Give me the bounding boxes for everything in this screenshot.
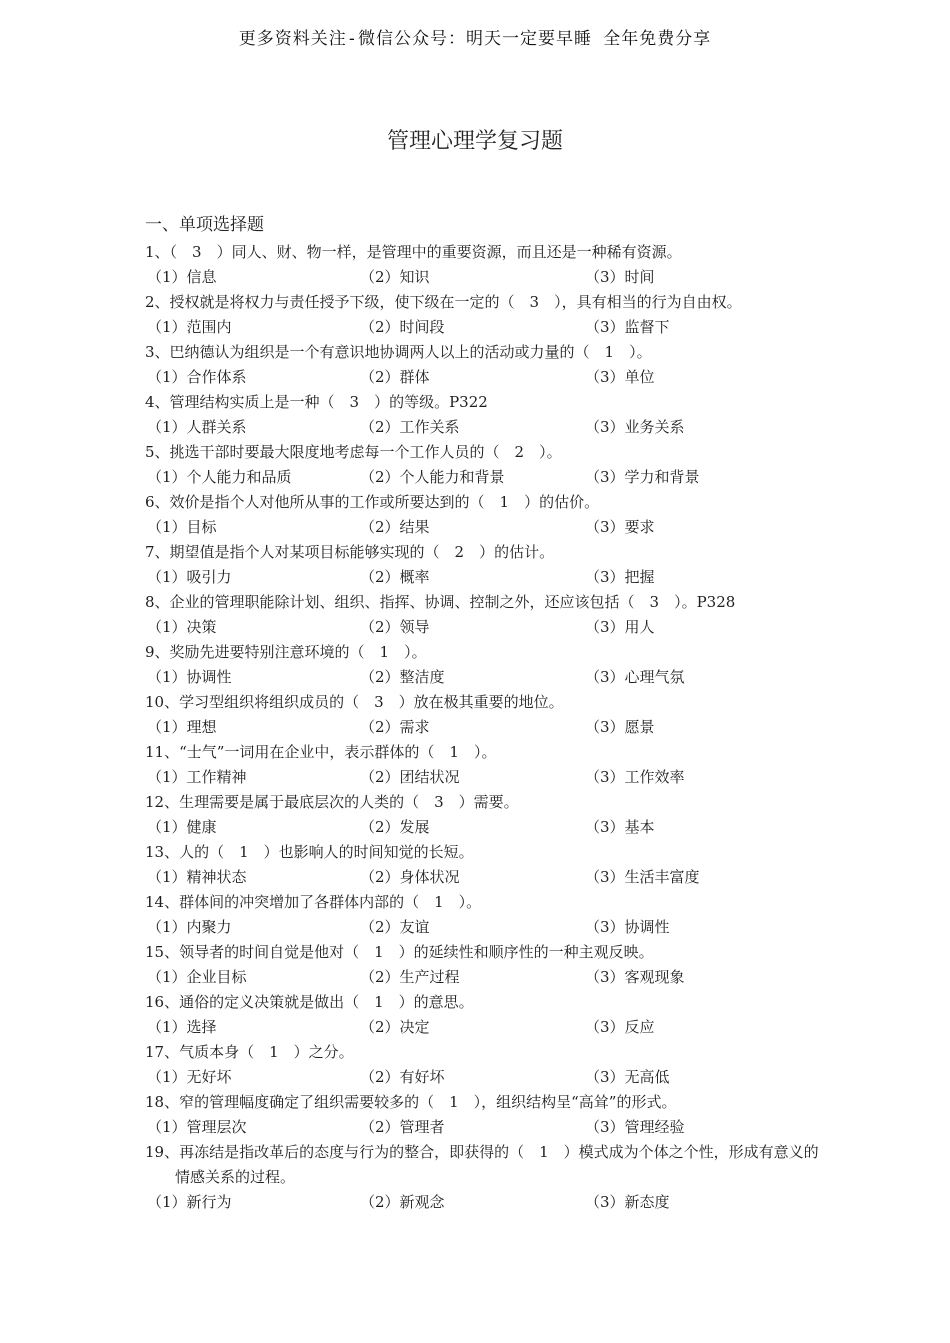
- question-stem: 19、再冻结是指改革后的态度与行为的整合，即获得的（ 1 ）模式成为个体之个性，形成有意义的情感关系的过程。: [145, 1143, 819, 1186]
- option-row: [145, 965, 825, 990]
- question-4: [145, 390, 825, 440]
- option-3: （3）协调性: [585, 918, 670, 936]
- option-3: （3）愿景: [585, 718, 655, 736]
- option-1: （1）理想: [147, 718, 217, 736]
- option-row: [145, 515, 825, 540]
- question-stem: 17、气质本身（ 1 ）之分。: [145, 1043, 354, 1061]
- option-2: （2）工作关系: [360, 418, 460, 436]
- option-1: （1）工作精神: [147, 768, 247, 786]
- option-2: （2）团结状况: [360, 768, 460, 786]
- question-stem: 10、学习型组织将组织成员的（ 3 ）放在极其重要的地位。: [145, 693, 564, 711]
- option-3: （3）客观现象: [585, 968, 685, 986]
- option-row: [145, 1065, 825, 1090]
- question-stem: 9、奖励先进要特别注意环境的（ 1 ）。: [145, 643, 427, 661]
- option-3: （3）心理气氛: [585, 668, 685, 686]
- option-2: （2）整洁度: [360, 668, 445, 686]
- option-2: （2）身体状况: [360, 868, 460, 886]
- option-3: （3）新态度: [585, 1193, 670, 1211]
- question-stem: 12、生理需要是属于最底层次的人类的（ 3 ）需要。: [145, 793, 519, 811]
- question-9: [145, 640, 825, 690]
- question-10: [145, 690, 825, 740]
- option-row: [145, 365, 825, 390]
- option-2: （2）管理者: [360, 1118, 445, 1136]
- question-stem: 16、通俗的定义决策就是做出（ 1 ）的意思。: [145, 993, 474, 1011]
- option-row: [145, 1115, 825, 1140]
- question-stem: 15、领导者的时间自觉是他对（ 1 ）的延续性和顺序性的一种主观反映。: [145, 943, 654, 961]
- question-18: [145, 1090, 825, 1140]
- option-3: （3）监督下: [585, 318, 670, 336]
- question-17: [145, 1040, 825, 1090]
- question-6: [145, 490, 825, 540]
- question-3: [145, 340, 825, 390]
- question-stem: 1、（ 3 ）同人、财、物一样，是管理中的重要资源，而且还是一种稀有资源。: [145, 243, 682, 261]
- option-3: （3）工作效率: [585, 768, 685, 786]
- question-1: [145, 240, 825, 290]
- option-1: （1）决策: [147, 618, 217, 636]
- option-3: （3）反应: [585, 1018, 655, 1036]
- question-16: [145, 990, 825, 1040]
- question-13: [145, 840, 825, 890]
- option-3: （3）单位: [585, 368, 655, 386]
- option-1: （1）吸引力: [147, 568, 232, 586]
- question-14: [145, 890, 825, 940]
- question-stem: 7、期望值是指个人对某项目标能够实现的（ 2 ）的估计。: [145, 543, 555, 561]
- option-1: （1）新行为: [147, 1193, 232, 1211]
- question-11: [145, 740, 825, 790]
- option-2: （2）时间段: [360, 318, 445, 336]
- option-row: [145, 1190, 825, 1215]
- option-row: [145, 465, 825, 490]
- question-8: [145, 590, 825, 640]
- option-row: [145, 265, 825, 290]
- question-stem: 14、群体间的冲突增加了各群体内部的（ 1 ）。: [145, 893, 482, 911]
- option-2: （2）友谊: [360, 918, 430, 936]
- question-15: [145, 940, 825, 990]
- option-2: （2）需求: [360, 718, 430, 736]
- option-1: （1）范围内: [147, 318, 232, 336]
- question-stem: 4、管理结构实质上是一种（ 3 ）的等级。P322: [145, 393, 488, 411]
- option-row: [145, 615, 825, 640]
- question-list: [145, 240, 825, 1215]
- option-row: [145, 665, 825, 690]
- option-1: （1）协调性: [147, 668, 232, 686]
- option-3: （3）要求: [585, 518, 655, 536]
- option-1: （1）个人能力和品质: [147, 468, 292, 486]
- option-row: [145, 715, 825, 740]
- option-2: （2）新观念: [360, 1193, 445, 1211]
- option-3: （3）管理经验: [585, 1118, 685, 1136]
- option-2: （2）知识: [360, 268, 430, 286]
- option-1: （1）选择: [147, 1018, 217, 1036]
- option-row: [145, 415, 825, 440]
- option-1: （1）信息: [147, 268, 217, 286]
- question-7: [145, 540, 825, 590]
- option-3: （3）无高低: [585, 1068, 670, 1086]
- question-stem: 6、效价是指个人对他所从事的工作或所要达到的（ 1 ）的估价。: [145, 493, 600, 511]
- option-2: （2）决定: [360, 1018, 430, 1036]
- option-3: （3）基本: [585, 818, 655, 836]
- option-2: （2）有好坏: [360, 1068, 445, 1086]
- question-19: [145, 1140, 825, 1215]
- question-stem: 5、挑选干部时要最大限度地考虑每一个工作人员的（ 2 ）。: [145, 443, 562, 461]
- question-2: [145, 290, 825, 340]
- option-1: （1）目标: [147, 518, 217, 536]
- option-1: （1）企业目标: [147, 968, 247, 986]
- option-1: （1）内聚力: [147, 918, 232, 936]
- question-stem: 18、窄的管理幅度确定了组织需要较多的（ 1 ），组织结构呈“高耸”的形式。: [145, 1093, 677, 1111]
- page-title: 管理心理学复习题: [386, 129, 563, 154]
- option-row: [145, 915, 825, 940]
- option-3: （3）时间: [585, 268, 655, 286]
- option-2: （2）领导: [360, 618, 430, 636]
- option-2: （2）群体: [360, 368, 430, 386]
- option-row: [145, 815, 825, 840]
- question-stem: 11、“士气”一词用在企业中，表示群体的（ 1 ）。: [145, 743, 497, 761]
- option-2: （2）概率: [360, 568, 430, 586]
- question-stem: 3、巴纳德认为组织是一个有意识地协调两人以上的活动或力量的（ 1 ）。: [145, 343, 652, 361]
- question-stem: 2、授权就是将权力与责任授予下级，使下级在一定的（ 3 ），具有相当的行为自由权。: [145, 293, 742, 311]
- option-3: （3）生活丰富度: [585, 868, 700, 886]
- option-2: （2）结果: [360, 518, 430, 536]
- option-3: （3）用人: [585, 618, 655, 636]
- option-row: [145, 865, 825, 890]
- option-1: （1）人群关系: [147, 418, 247, 436]
- option-1: （1）合作体系: [147, 368, 247, 386]
- option-1: （1）无好坏: [147, 1068, 232, 1086]
- option-row: [145, 765, 825, 790]
- question-5: [145, 440, 825, 490]
- option-1: （1）健康: [147, 818, 217, 836]
- option-3: （3）学力和背景: [585, 468, 700, 486]
- option-2: （2）生产过程: [360, 968, 460, 986]
- option-row: [145, 1015, 825, 1040]
- option-1: （1）精神状态: [147, 868, 247, 886]
- option-row: [145, 565, 825, 590]
- option-2: （2）个人能力和背景: [360, 468, 505, 486]
- question-12: [145, 790, 825, 840]
- option-3: （3）把握: [585, 568, 655, 586]
- section-heading: 一、单项选择题: [145, 215, 264, 235]
- option-2: （2）发展: [360, 818, 430, 836]
- question-stem: 13、人的（ 1 ）也影响人的时间知觉的长短。: [145, 843, 474, 861]
- option-3: （3）业务关系: [585, 418, 685, 436]
- header-banner: 更多资料关注-微信公众号：明天一定要早睡 全年免费分享: [238, 29, 712, 49]
- option-row: [145, 315, 825, 340]
- question-stem: 8、企业的管理职能除计划、组织、指挥、协调、控制之外，还应该包括（ 3 ）。P328: [145, 593, 736, 611]
- option-1: （1）管理层次: [147, 1118, 247, 1136]
